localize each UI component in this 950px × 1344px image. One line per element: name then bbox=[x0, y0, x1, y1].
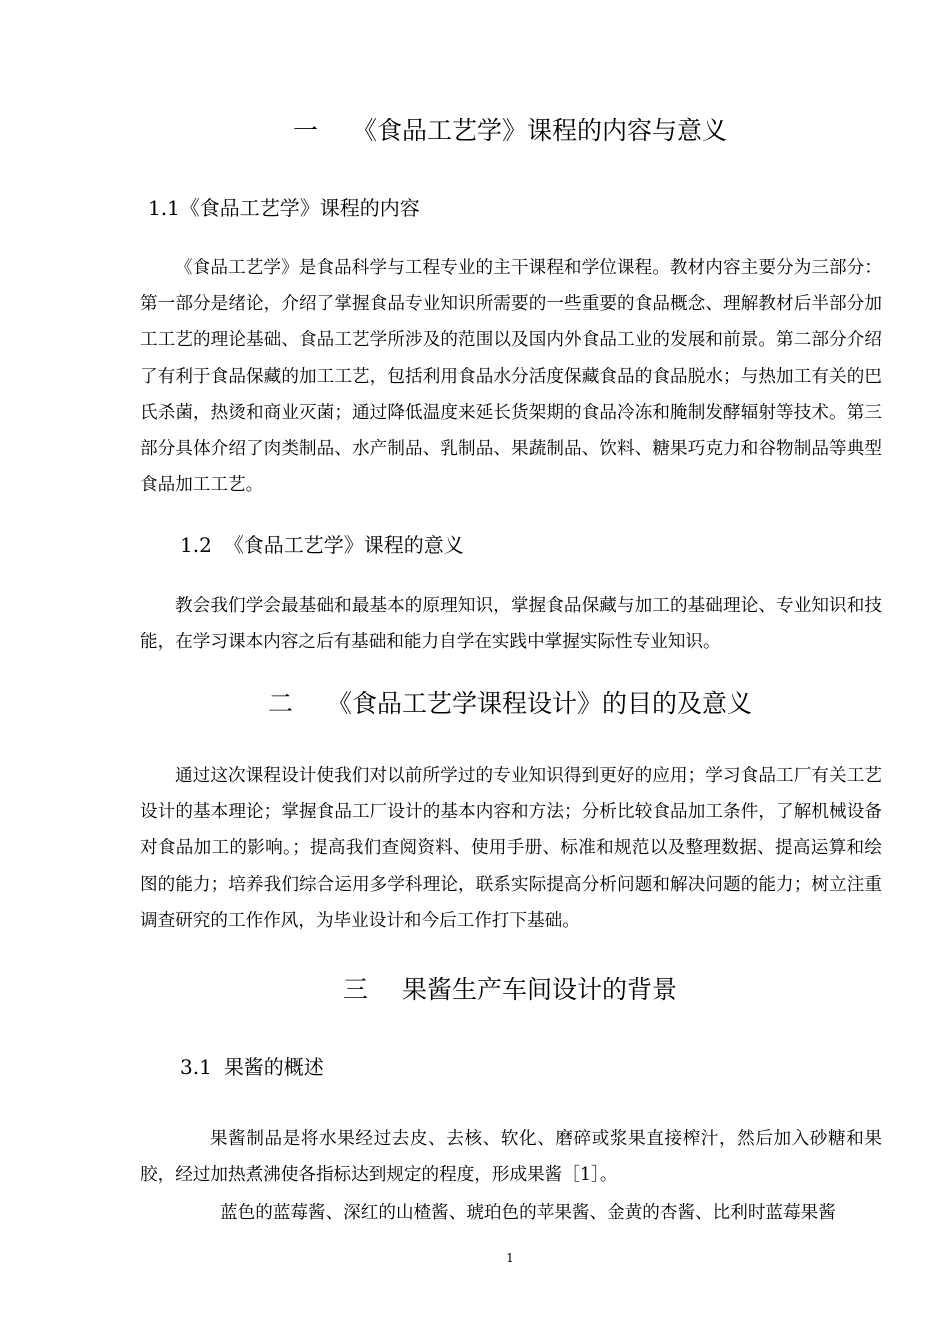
section-2-title: 《食品工艺学课程设计》的目的及意义 bbox=[327, 689, 753, 718]
section-1-number: 一 bbox=[292, 116, 318, 145]
section-1-heading bbox=[140, 115, 880, 147]
subsection-3-1-heading bbox=[180, 1053, 324, 1081]
section-2-number: 二 bbox=[267, 689, 293, 718]
section-1-2-paragraph: 教会我们学会最基础和最基本的原理知识，掌握食品保藏与加工的基础理论、专业知识和技能，在学习课本内容之后有基础和能力自学在实践中掌握实际性专业知识。 bbox=[140, 596, 882, 653]
subsection-3-1-title: 果酱的概述 bbox=[223, 1055, 324, 1079]
section-3-1-paragraph-1: 果酱制品是将水果经过去皮、去核、软化、磨碎或浆果直接榨汁，然后加入砂糖和果胶，经过加热煮沸使各指标达到规定的程度，形成果酱［1］。 bbox=[140, 1129, 882, 1186]
subsection-1-2-title: 《食品工艺学》课程的意义 bbox=[223, 533, 464, 557]
subsection-1-2-number: 1.2 bbox=[180, 533, 212, 557]
section-2-heading bbox=[140, 688, 880, 720]
subsection-1-1-heading bbox=[148, 194, 420, 222]
subsection-3-1-number: 3.1 bbox=[180, 1055, 212, 1079]
section-1-title: 《食品工艺学》课程的内容与意义 bbox=[352, 116, 728, 145]
subsection-1-1-title: 《食品工艺学》课程的内容 bbox=[179, 196, 420, 220]
section-2-paragraph: 通过这次课程设计使我们对以前所学过的专业知识得到更好的应用；学习食品工厂有关工艺设计的基本理论；掌握食品工厂设计的基本内容和方法；分析比较食品加工条件，了解机械设备对食品加工的影响。；提高我们查阅资料、使用手册、标准和规范以及整理数据、提高运算和绘图的能力；培养我们综合运用多学科理论，联系实际提高分析问题和解决问题的能力；树立注重调查研究的工作作风，为毕业设计和今后工作打下基础。 bbox=[140, 766, 882, 931]
section-1-1-paragraph: 《食品工艺学》是食品科学与工程专业的主干课程和学位课程。教材内容主要分为三部分：第一部分是绪论，介绍了掌握食品专业知识所需要的一些重要的食品概念、理解教材后半部分加工工艺的理论基础、食品工艺学所涉及的范围以及国内外食品工业的发展和前景。第二部分介绍了有利于食品保藏的加工工艺，包括利用食品水分活度保藏食品的食品脱水；与热加工有关的巴氏杀菌，热烫和商业灭菌；通过降低温度来延长货架期的食品冷冻和腌制发酵辐射等技术。第三部分具体介绍了肉类制品、水产制品、乳制品、果蔬制品、饮料、糖果巧克力和谷物制品等典型食品加工工艺。 bbox=[140, 258, 882, 496]
subsection-1-1-number: 1.1 bbox=[148, 196, 180, 220]
section-3-title: 果酱生产车间设计的背景 bbox=[402, 975, 678, 1004]
section-3-1-paragraph-2: 蓝色的蓝莓酱、深红的山楂酱、琥珀色的苹果酱、金黄的杏酱、比利时蓝莓果酱 bbox=[220, 1203, 836, 1223]
subsection-1-2-heading bbox=[180, 531, 464, 559]
page-number: 1 bbox=[506, 1251, 514, 1265]
section-3-heading bbox=[140, 974, 880, 1006]
section-3-number: 三 bbox=[342, 975, 368, 1004]
